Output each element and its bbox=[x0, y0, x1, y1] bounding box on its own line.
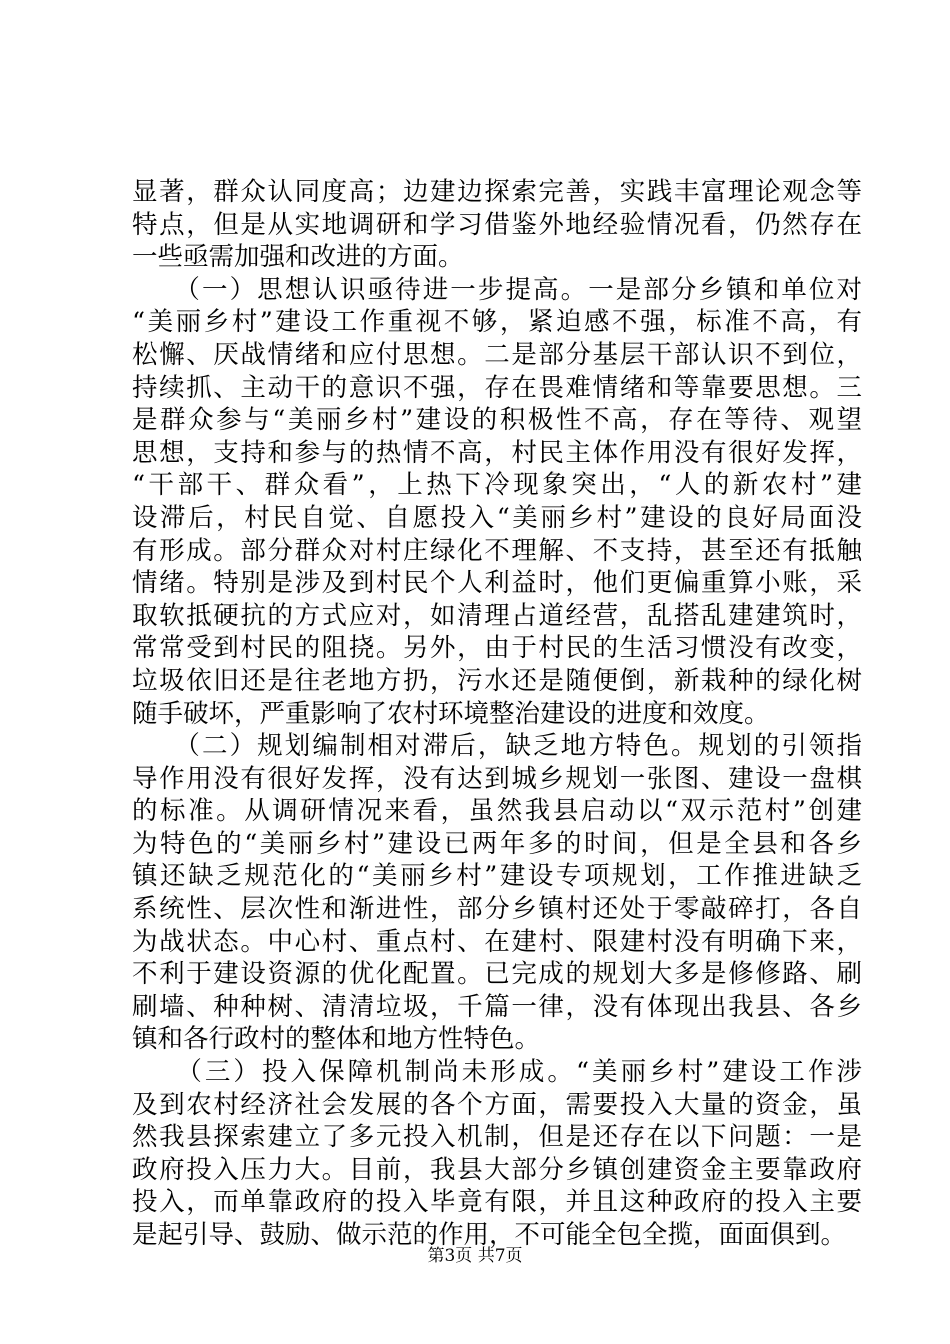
text-line: 镇和各行政村的整体和地方性特色。 bbox=[132, 1024, 541, 1055]
text-line: 为特色的“美丽乡村”建设已两年多的时间，但是全县和各乡 bbox=[132, 828, 862, 859]
text-line: “美丽乡村”建设工作重视不够，紧迫感不强，标准不高，有 bbox=[132, 307, 862, 338]
text-line: 有形成。部分群众对村庄绿化不理解、不支持，甚至还有抵触 bbox=[132, 535, 862, 566]
text-line: 系统性、层次性和渐进性，部分乡镇村还处于零敲碎打，各自 bbox=[132, 894, 862, 925]
text-line: 是起引导、鼓励、做示范的作用，不可能全包全揽，面面俱到。 bbox=[132, 1220, 847, 1250]
text-line: 松懈、厌战情绪和应付思想。二是部分基层干部认识不到位， bbox=[132, 339, 862, 370]
page-number-label: 第3页 共7页 bbox=[427, 1246, 523, 1266]
text-line: 的标准。从调研情况来看，虽然我县启动以“双示范村”创建 bbox=[132, 796, 862, 827]
text-line: 不利于建设资源的优化配置。已完成的规划大多是修修路、刷 bbox=[132, 959, 862, 990]
text-line: 常常受到村民的阻挠。另外，由于村民的生活习惯没有改变， bbox=[132, 633, 862, 664]
text-line: 思想，支持和参与的热情不高，村民主体作用没有很好发挥， bbox=[132, 437, 862, 468]
text-line: 情绪。特别是涉及到村民个人利益时，他们更偏重算小账，采 bbox=[132, 568, 862, 599]
text-line: （二）规划编制相对滞后，缺乏地方特色。规划的引领指 bbox=[132, 731, 862, 762]
text-line: 为战状态。中心村、重点村、在建村、限建村没有明确下来， bbox=[132, 926, 862, 957]
text-line: （一）思想认识亟待进一步提高。一是部分乡镇和单位对 bbox=[132, 274, 862, 305]
text-line: 镇还缺乏规范化的“美丽乡村”建设专项规划，工作推进缺乏 bbox=[132, 861, 862, 892]
text-line: 是群众参与“美丽乡村”建设的积极性不高，存在等待、观望 bbox=[132, 405, 862, 436]
text-line: 设滞后，村民自觉、自愿投入“美丽乡村”建设的良好局面没 bbox=[132, 502, 862, 533]
text-line: 特点，但是从实地调研和学习借鉴外地经验情况看，仍然存在 bbox=[132, 209, 862, 240]
text-line: 然我县探索建立了多元投入机制，但是还存在以下问题：一是 bbox=[132, 1122, 862, 1153]
text-line: 政府投入压力大。目前，我县大部分乡镇创建资金主要靠政府 bbox=[132, 1154, 862, 1185]
document-body bbox=[132, 176, 862, 1252]
text-line: 一些亟需加强和改进的方面。 bbox=[132, 242, 464, 273]
text-line: 显著，群众认同度高；边建边探索完善，实践丰富理论观念等 bbox=[132, 177, 862, 207]
page-footer bbox=[0, 1245, 950, 1267]
text-line: 刷墙、种种树、清清垃圾，千篇一律，没有体现出我县、各乡 bbox=[132, 991, 862, 1022]
text-line: 及到农村经济社会发展的各个方面，需要投入大量的资金，虽 bbox=[132, 1089, 862, 1120]
text-line: 投入，而单靠政府的投入毕竟有限，并且这种政府的投入主要 bbox=[132, 1187, 862, 1218]
text-line: 取软抵硬抗的方式应对，如清理占道经营，乱搭乱建建筑时， bbox=[132, 600, 862, 631]
text-line: “干部干、群众看”，上热下冷现象突出，“人的新农村”建 bbox=[132, 470, 862, 501]
text-line: 随手破坏，严重影响了农村环境整治建设的进度和效度。 bbox=[132, 698, 770, 729]
text-line: 持续抓、主动干的意识不强，存在畏难情绪和等靠要思想。三 bbox=[132, 372, 862, 403]
text-line: 垃圾依旧还是往老地方扔，污水还是随便倒，新栽种的绿化树 bbox=[132, 665, 862, 696]
text-line: 导作用没有很好发挥，没有达到城乡规划一张图、建设一盘棋 bbox=[132, 763, 862, 794]
text-line: （三）投入保障机制尚未形成。“美丽乡村”建设工作涉 bbox=[132, 1057, 862, 1088]
